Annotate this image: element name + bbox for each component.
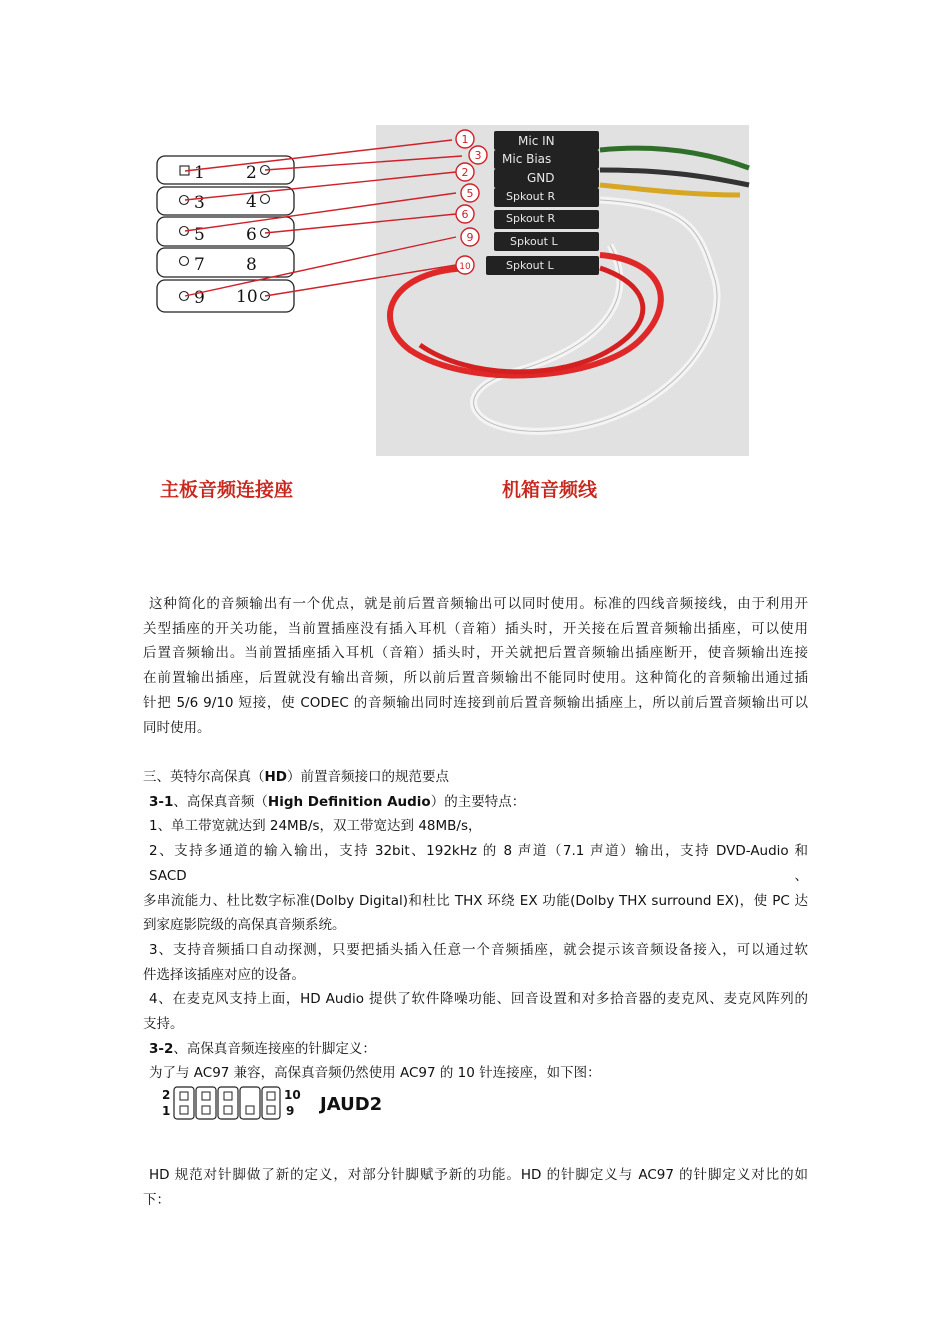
connector-label: Spkout L <box>506 259 554 272</box>
pin-header <box>157 156 294 312</box>
caption-case-cable: 机箱音频线 <box>502 479 598 501</box>
caption-motherboard-header: 主板音频连接座 <box>160 479 294 501</box>
connector-label: Mic Bias <box>502 152 552 166</box>
connector-label: Mic IN <box>518 134 555 148</box>
pin-number: 2 <box>162 1088 171 1102</box>
connector-label: Spkout L <box>510 235 558 248</box>
pin-number: 4 <box>246 192 257 212</box>
callout-number: 2 <box>461 166 469 179</box>
callout-number: 9 <box>466 231 474 244</box>
audio-header-figure <box>0 0 950 520</box>
feature-item: 4、在麦克风支持上面，HD Audio 提供了软件降噪功能、回音设置和对多拾音器的麦克风、麦克风阵列的 <box>149 991 808 1008</box>
feature-item: 2、支持多通道的输入输出，支持 32bit、192kHz 的 8 声道（7.1 声道）输出，支持 DVD-Audio 和 SACD、 <box>149 843 808 884</box>
callout-number: 6 <box>461 208 469 221</box>
feature-item: 支持。 <box>143 1016 184 1033</box>
pin-number: 2 <box>246 163 257 183</box>
paragraph-hd-pin-definition <box>143 1163 808 1212</box>
subsection-heading-3-2: 3-2、高保真音频连接座的针脚定义： <box>149 1040 376 1057</box>
pin-number: 5 <box>194 225 205 245</box>
feature-item: 1、单工带宽就达到 24MB/s，双工带宽达到 48MB/s， <box>149 818 482 835</box>
text-line: HD 规范对针脚做了新的定义，对部分针脚赋予新的功能。HD 的针脚定义与 AC97 的针脚定义对比的如 <box>149 1167 808 1183</box>
feature-item: 到家庭影院级的高保真音频系统。 <box>143 917 346 934</box>
text-line: 后置音频输出。当前置插座插入耳机（音箱）插头时，开关就把后置音频输出插座断开，使音频输出连接 <box>143 645 808 662</box>
connector-label: Spkout R <box>506 190 556 203</box>
text-line: 下： <box>143 1191 170 1208</box>
pin-number: 9 <box>286 1104 295 1118</box>
connector-label: GND <box>527 171 555 185</box>
text-line: 关型插座的开关功能，当前置插座没有插入耳机（音箱）插头时，开关接在后置音频输出插座，可以使用 <box>143 620 808 637</box>
text-line: 针把 5/6 9/10 短接，使 CODEC 的音频输出同时连接到前后置音频输出插座上，所以前后置音频输出可以 <box>143 694 808 711</box>
pin-number: 6 <box>246 225 257 245</box>
pin-number: 9 <box>194 288 205 308</box>
connector-name: JAUD2 <box>320 1094 383 1115</box>
section-hd-audio <box>143 765 808 1086</box>
callout-number: 5 <box>466 187 474 200</box>
pin-number: 8 <box>246 255 257 275</box>
text-line: 同时使用。 <box>143 719 211 736</box>
connector-label: Spkout R <box>506 212 556 225</box>
pin-number: 3 <box>194 193 205 213</box>
feature-item: 多串流能力、杜比数字标准(Dolby Digital)和杜比 THX 环绕 EX 功能(Dolby THX surround EX)，使 PC 达 <box>143 892 808 909</box>
text-line: 为了与 AC97 兼容，高保真音频仍然使用 AC97 的 10 针连接座，如下图： <box>149 1065 601 1082</box>
feature-item: 件选择该插座对应的设备。 <box>143 966 305 983</box>
pin-number: 1 <box>162 1104 171 1118</box>
callout-number: 10 <box>459 262 471 272</box>
feature-item: 3、支持音频插口自动探测，只要把插头插入任意一个音频插座，就会提示该音频设备接入，可以通过软 <box>149 941 808 958</box>
text-line: 在前置输出插座，后置就没有输出音频，所以前后置音频输出不能同时使用。这种简化的音频输出通过插 <box>143 670 808 687</box>
callout-number: 1 <box>461 133 469 146</box>
subsection-heading-3-1: 3-1、高保真音频（High Definition Audio）的主要特点： <box>149 793 526 810</box>
callout-number: 3 <box>474 149 482 162</box>
pin-number: 7 <box>194 255 205 275</box>
pin-number: 10 <box>284 1088 301 1102</box>
section-heading: 三、英特尔高保真（HD）前置音频接口的规范要点 <box>143 769 450 785</box>
pin-number: 10 <box>236 287 258 307</box>
paragraph-simplified-output <box>143 592 808 740</box>
jaud2-connector-figure <box>160 1083 400 1127</box>
pin-number: 1 <box>194 163 205 183</box>
text-line: 这种简化的音频输出有一个优点，就是前后置音频输出可以同时使用。标准的四线音频接线，由于利用开 <box>149 596 808 612</box>
